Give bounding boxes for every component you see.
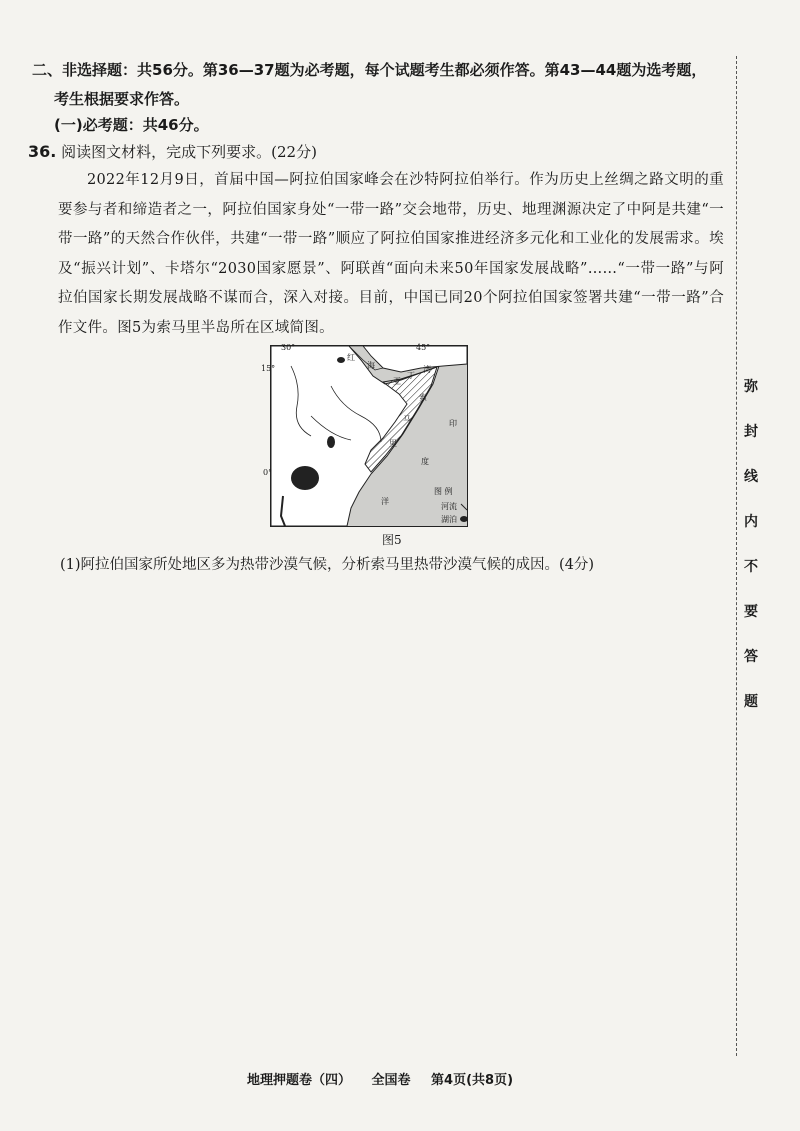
- label-somalia-3: 里: [389, 439, 397, 448]
- seal-char: 弥: [744, 379, 758, 395]
- lat-label-15: 15°: [261, 364, 276, 373]
- label-indian-3: 洋: [381, 497, 389, 506]
- label-red-1: 红: [347, 353, 355, 362]
- lake-turkana: [327, 436, 335, 448]
- question-number: 36.: [28, 142, 57, 161]
- sub-question-1: (1)阿拉伯国家所处地区多为热带沙漠气候，分析索马里热带沙漠气候的成因。(4分): [60, 557, 595, 573]
- label-aden-3: 湾: [423, 365, 431, 374]
- seal-line-notice: [741, 376, 761, 736]
- lake-victoria: [291, 466, 319, 490]
- figure-caption: 图5: [382, 533, 402, 547]
- label-indian-1: 印: [449, 419, 457, 428]
- question-instruction: 阅读图文材料，完成下列要求。(22分): [61, 143, 317, 161]
- lake-tana: [337, 357, 345, 363]
- label-somalia-2: 马: [403, 415, 411, 424]
- label-indian-2: 度: [421, 457, 429, 466]
- map-svg: [271, 346, 467, 526]
- legend-lake: 湖泊: [441, 515, 457, 524]
- lon-label-30: 30°: [281, 343, 296, 352]
- somalia-peninsula-map: [261, 343, 468, 527]
- seal-char: 题: [744, 694, 758, 710]
- seal-char: 线: [744, 469, 758, 485]
- seal-char: 封: [744, 424, 758, 440]
- subsection-heading: (一)必考题：共46分。: [54, 116, 209, 134]
- section-heading-line2: 考生根据要求作答。: [54, 90, 190, 108]
- legend-title: 图 例: [434, 487, 453, 496]
- question-passage: 2022年12月9日，首届中国—阿拉伯国家峰会在沙特阿拉伯举行。作为历史上丝绸之路文明的重要参与者和缔造者之一，阿拉伯国家身处“一带一路”交会地带，历史、地理渊源决定了中阿是共建“一带一路”的天然合作伙伴，共建“一带一路”顺应了阿拉伯国家推进经济多元化和工业化的发展需求。埃及“振兴计划”、卡塔尔“2030国家愿景”、阿联酋“面向未来50年国家发展战略”……“一带一路”与阿拉伯国家长期发展战略不谋而合，深入对接。目前，中国已同20个阿拉伯国家签署共建“一带一路”合作文件。图5为索马里半岛所在区域简图。: [58, 172, 724, 336]
- question-36-header: [28, 139, 728, 165]
- section-heading-line1: 二、非选择题：共56分。第36—37题为必考题，每个试题考生都必须作答。第43—44题为选考题，: [32, 61, 707, 79]
- label-aden-2: 丁: [407, 371, 415, 380]
- label-somalia-1: 索: [419, 393, 427, 402]
- seal-char: 答: [744, 649, 758, 665]
- legend-river: 河流: [441, 502, 457, 511]
- footer-page: 第4页(共8页): [431, 1073, 514, 1088]
- seal-line: [736, 56, 737, 1056]
- seal-char: 要: [744, 604, 758, 620]
- seal-char: 不: [744, 559, 758, 575]
- footer-paper: 全国卷: [371, 1073, 411, 1088]
- lon-label-45: 45°: [416, 343, 431, 352]
- label-red-2: 海: [367, 361, 375, 370]
- page-footer: [0, 1069, 760, 1088]
- lat-label-0: 0°: [263, 468, 273, 477]
- seal-char: 内: [744, 514, 758, 530]
- section-heading: [32, 56, 722, 114]
- label-aden-1: 亚: [393, 377, 401, 386]
- footer-title: 地理押题卷（四）: [246, 1073, 351, 1088]
